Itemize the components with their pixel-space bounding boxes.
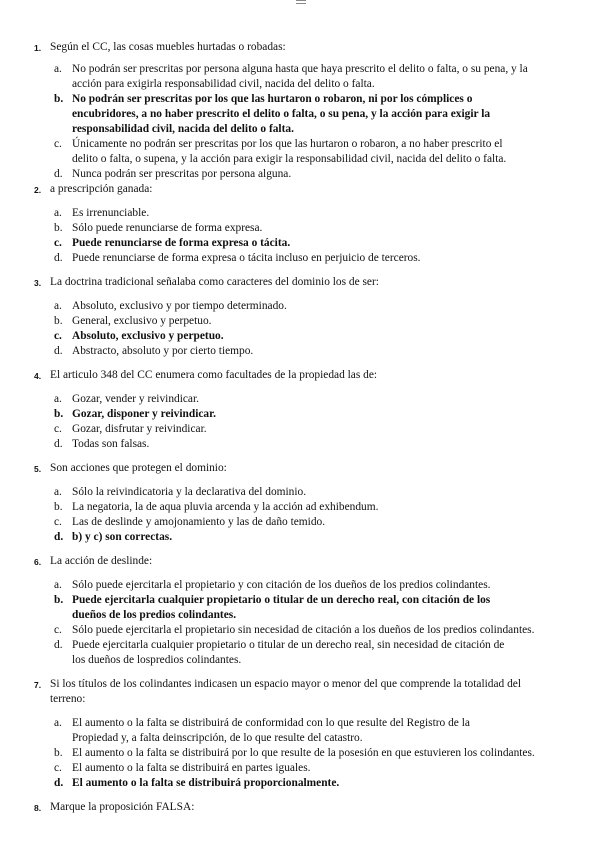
options-list [50, 485, 570, 545]
question-6 [0, 554, 600, 668]
question-number: 8. [34, 803, 42, 813]
option-letter: c. [54, 330, 62, 342]
option-line: Es irrenunciable. [72, 207, 150, 219]
question-1 [0, 40, 600, 182]
options-list [50, 716, 570, 791]
option-line: El aumento o la falta se distribuirá en partes iguales. [72, 762, 311, 774]
option-a [54, 206, 570, 221]
option-a [54, 392, 570, 407]
option-c [54, 329, 570, 344]
option-line: Abstracto, absoluto y por cierto tiempo. [72, 345, 254, 357]
option-letter: c. [54, 624, 62, 636]
option-c [54, 515, 570, 530]
question-text: Según el CC, las cosas muebles hurtadas o robadas: [50, 41, 286, 53]
option-letter: a. [54, 207, 62, 219]
option-letter: b. [54, 222, 63, 234]
question-number: 1. [34, 43, 42, 53]
option-line: La negatoria, la de aqua pluvia arcenda y la acción ad exhibendum. [72, 501, 379, 513]
question-list [0, 40, 600, 815]
option-letter: a. [54, 63, 62, 75]
option-letter: a. [54, 300, 62, 312]
question-number: 4. [34, 371, 42, 381]
option-d [54, 437, 570, 452]
option-line: b) y c) son correctas. [72, 531, 173, 543]
question-3 [0, 275, 600, 359]
option-line: Sólo la reivindicatoria y la declarativa del dominio. [72, 486, 307, 498]
option-letter: d. [54, 639, 63, 651]
option-line: Sólo puede renunciarse de forma expresa. [72, 222, 263, 234]
options-list [50, 62, 570, 182]
option-line: El aumento o la falta se distribuirá proporcionalmente. [72, 777, 340, 789]
option-letter: d. [54, 438, 63, 450]
option-letter: b. [54, 315, 63, 327]
option-b [54, 314, 570, 329]
question-text [50, 677, 570, 707]
option-b [54, 407, 570, 422]
option-letter: c. [54, 516, 62, 528]
option-c [54, 236, 570, 251]
option-line: El aumento o la falta se distribuirá de conformidad con lo que resulte del Registro de la [72, 717, 470, 729]
option-letter: b. [54, 408, 64, 420]
option-line: encubridores, a no haber prescrito el delito o falta, o su pena, y la acción para exigir la [72, 108, 491, 120]
option-line: acción para exigirla responsabilidad civil, nacida del delito o falta. [72, 78, 375, 90]
option-a [54, 716, 570, 746]
option-line: No podrán ser prescritas por los que las hurtaron o robaron, ni por los cómplices o [72, 93, 473, 105]
header-mark [296, 0, 306, 4]
option-line: Sólo puede ejercitarla el propietario sin necesidad de citación a los dueños de los predios colindantes. [72, 624, 535, 636]
options-list [50, 206, 570, 266]
option-letter: c. [54, 762, 62, 774]
option-line: Únicamente no podrán ser prescritas por los que las hurtaron o robaron, a no haber prescrito el [72, 138, 503, 150]
option-d [54, 638, 570, 668]
question-7 [0, 677, 600, 791]
question-text: Son acciones que protegen el dominio: [50, 462, 227, 474]
option-b [54, 92, 570, 137]
option-letter: c. [54, 138, 62, 150]
question-text: La acción de deslinde: [50, 555, 153, 567]
option-line: Gozar, disponer y reivindicar. [72, 408, 216, 420]
option-letter: d. [54, 531, 64, 543]
option-a [54, 299, 570, 314]
option-line: Absoluto, exclusivo y por tiempo determinado. [72, 300, 287, 312]
option-line: No podrán ser prescritas por persona alguna hasta que haya prescrito el delito o falta, o su pena, y la [72, 63, 528, 75]
question-text: Marque la proposición FALSA: [50, 801, 195, 813]
option-letter: b. [54, 501, 63, 513]
question-text-line: Si los títulos de los colindantes indicasen un espacio mayor o menor del que comprende la totalidad del [50, 678, 522, 690]
option-line: El aumento o la falta se distribuirá por lo que resulte de la posesión en que estuvieren los colindantes. [72, 747, 535, 759]
option-b [54, 221, 570, 236]
option-line: Puede renunciarse de forma expresa o tácita. [72, 237, 291, 249]
option-letter: a. [54, 486, 62, 498]
option-line: Propiedad y, a falta deinscripción, de lo que resulte del catastro. [72, 732, 363, 744]
option-line: Gozar, vender y reivindicar. [72, 393, 199, 405]
question-2 [0, 182, 600, 266]
option-d [54, 167, 570, 182]
option-line: Puede ejercitarla cualquier propietario o titular de un derecho real, sin necesidad de citación de [72, 639, 505, 651]
question-number: 6. [34, 557, 42, 567]
option-d [54, 776, 570, 791]
option-line: Gozar, disfrutar y reivindicar. [72, 423, 207, 435]
option-b [54, 500, 570, 515]
option-a [54, 62, 570, 92]
option-line: los dueños de lospredios colindantes. [72, 654, 242, 666]
option-c [54, 137, 570, 167]
option-line: Todas son falsas. [72, 438, 150, 450]
option-line: Puede renunciarse de forma expresa o tácita incluso en perjuicio de terceros. [72, 252, 421, 264]
option-letter: b. [54, 93, 64, 105]
question-number: 5. [34, 464, 42, 474]
option-c [54, 761, 570, 776]
option-a [54, 485, 570, 500]
option-d [54, 344, 570, 359]
option-letter: b. [54, 594, 64, 606]
option-line: General, exclusivo y perpetuo. [72, 315, 212, 327]
question-8 [0, 800, 600, 815]
options-list [50, 299, 570, 359]
question-text: El articulo 348 del CC enumera como facultades de la propiedad las de: [50, 369, 378, 381]
option-line: Las de deslinde y amojonamiento y las de daño temido. [72, 516, 326, 528]
option-letter: c. [54, 237, 62, 249]
option-letter: d. [54, 345, 63, 357]
option-letter: d. [54, 168, 63, 180]
option-letter: a. [54, 393, 62, 405]
option-d [54, 530, 570, 545]
question-text-line: terreno: [50, 693, 86, 705]
option-a [54, 578, 570, 593]
option-letter: a. [54, 579, 62, 591]
options-list [50, 578, 570, 668]
option-b [54, 593, 570, 623]
option-letter: c. [54, 423, 62, 435]
option-line: Puede ejercitarla cualquier propietario o titular de un derecho real, con citación de los [72, 594, 491, 606]
question-4 [0, 368, 600, 452]
question-5 [0, 461, 600, 545]
option-b [54, 746, 570, 761]
option-line: Nunca podrán ser prescritas por persona alguna. [72, 168, 292, 180]
question-number: 2. [34, 185, 42, 195]
option-letter: d. [54, 777, 64, 789]
question-number: 7. [34, 680, 42, 690]
question-text: La doctrina tradicional señalaba como caracteres del dominio los de ser: [50, 276, 379, 288]
option-c [54, 422, 570, 437]
option-line: Sólo puede ejercitarla el propietario y con citación de los dueños de los predios colindantes. [72, 579, 491, 591]
option-d [54, 251, 570, 266]
option-line: responsabilidad civil, nacida del delito o falta. [72, 123, 294, 135]
options-list [50, 392, 570, 452]
option-c [54, 623, 570, 638]
question-number: 3. [34, 278, 42, 288]
option-letter: d. [54, 252, 63, 264]
option-letter: a. [54, 717, 62, 729]
question-text: a prescripción ganada: [50, 183, 153, 195]
option-letter: b. [54, 747, 63, 759]
option-line: delito o falta, o supena, y la acción para exigir la responsabilidad civil, nacida del delito o falta. [72, 153, 507, 165]
option-line: dueños de los predios colindantes. [72, 609, 237, 621]
option-line: Absoluto, exclusivo y perpetuo. [72, 330, 224, 342]
